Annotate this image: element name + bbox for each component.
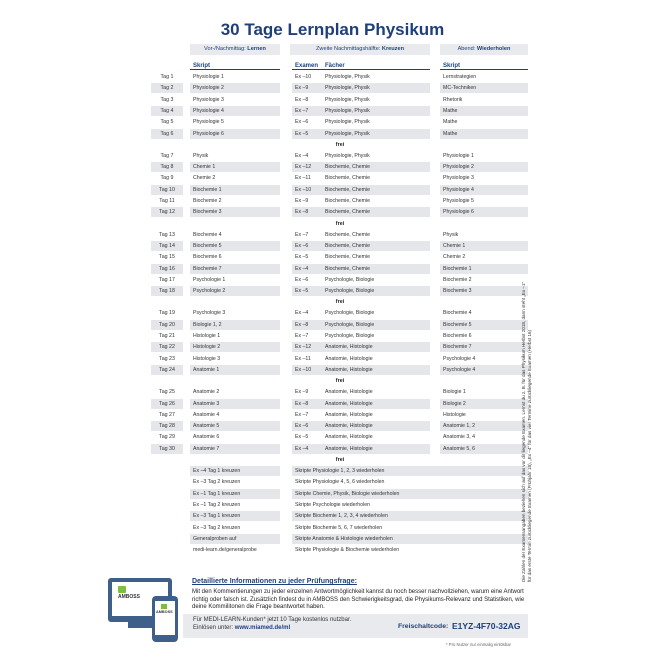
skript-cell: Physiologie 6 [190,129,280,139]
faecher-cell: Physiologie, Physik [325,96,370,103]
wiederholen-cell: Biochemie 3 [440,286,528,296]
examen-cell: Ex –6 [292,421,322,431]
examen-cell: Ex –4 [295,310,309,317]
skript-cell: Biochemie 2 [193,198,222,204]
day-label: Tag 13 [151,230,183,240]
faecher-cell: Physiologie, Physik [325,119,370,126]
wiederholen-cell: Physik [443,231,459,238]
day-label: Tag 26 [151,399,183,409]
skript-cell: Psychologie 2 [190,286,280,296]
wiederholen-cell: Lernstrategien [443,74,477,80]
wiederholen-cell: Biochemie 7 [440,342,528,352]
wiederholen-cell: Mathe [443,119,458,126]
final-left-cell: Ex –3 Tag 2 kreuzen [193,479,241,486]
faecher-cell: Psychologie, Biologie [325,310,375,317]
examen-cell: Ex –5 [295,254,309,261]
skript-cell: Histologie 3 [193,355,221,362]
day-label: Tag 22 [151,342,183,352]
header-wiederholen-bold: Wiederholen [476,46,511,52]
faecher-cell: Biochemie, Chemie [322,207,430,217]
examen-cell: Ex –7 [295,411,309,418]
final-right-cell: Skripte Physiologie 1, 2, 3 wiederholen [292,466,528,476]
skript-cell: Physik [193,152,209,159]
day-label: Tag 6 [151,129,183,139]
side-note [521,102,535,582]
header-lernen-prefix: Vor-/Nachmittag: [204,46,246,52]
day-label: Tag 14 [151,241,183,251]
examen-cell: Ex –7 [295,231,309,238]
day-label: Tag 28 [151,421,183,431]
promo-text [193,617,403,632]
phone-icon [152,596,178,642]
skript-cell: Biologie 1, 2 [190,320,280,330]
skript-cell: Biochemie 1 [190,185,280,195]
examen-cell: Ex –5 [292,286,322,296]
wiederholen-cell: Biochemie 6 [443,333,472,339]
wiederholen-cell: Rhetorik [443,96,463,103]
skript-cell: Psychologie 1 [193,276,226,283]
skript-cell: Physiologie 3 [193,96,224,103]
wiederholen-cell: Chemie 2 [443,254,466,261]
device-logo: AMBOSS [118,594,140,600]
examen-cell: Ex –6 [292,241,322,251]
skript-cell: Chemie 2 [193,175,216,182]
footnote: * Pro Nutzer nur einmalig einlösbar [446,642,511,647]
final-left-cell: Ex –4 Tag 1 kreuzen [190,466,280,476]
skript-cell: Biochemie 7 [190,264,280,274]
phone-logo: AMBOSS [156,610,173,614]
wiederholen-cell: Chemie 1 [440,241,528,251]
wiederholen-cell: Biochemie 2 [443,276,472,283]
monitor-stand-icon [128,622,152,628]
faecher-cell: Physiologie, Physik [325,152,370,159]
faecher-cell: Anatomie, Histologie [325,411,373,418]
skript-cell: Physiologie 4 [190,106,280,116]
examen-cell: Ex –5 [292,129,322,139]
wiederholen-cell: Biologie 2 [440,399,528,409]
faecher-cell: Physiologie, Physik [322,83,430,93]
frei-label: frei [335,141,345,148]
day-label: Tag 16 [151,264,183,274]
day-label: Tag 24 [151,365,183,375]
examen-cell: Ex –5 [295,434,309,441]
examen-cell: Ex –9 [295,389,309,396]
wiederholen-cell: Physiologie 2 [440,162,528,172]
faecher-cell: Psychologie, Biologie [325,333,375,339]
final-right-cell: Skripte Physiologie & Biochemie wiederholen [295,547,400,554]
day-label: Tag 20 [151,320,183,330]
subheader-faecher: Fächer [322,62,430,70]
faecher-cell: Physiologie, Physik [322,129,430,139]
examen-cell: Ex –4 [292,444,322,454]
promo-url[interactable]: www.miamed.de/ml [234,624,291,631]
subheader-skript-abend: Skript [440,62,528,70]
faecher-cell: Biochemie, Chemie [325,231,370,238]
faecher-cell: Biochemie, Chemie [322,241,430,251]
final-right-cell: Skripte Chemie, Physik, Biologie wiederholen [292,489,528,499]
subheader-skript: Skript [190,62,280,70]
final-right-cell: Skripte Psychologie wiederholen [295,501,370,508]
frei-label: frei [335,378,345,385]
header-kreuzen-bold: Kreuzen [381,46,404,52]
day-label: Tag 27 [151,410,183,420]
wiederholen-cell: Psychologie 4 [440,365,528,375]
skript-cell: Biochemie 6 [193,254,222,261]
day-label: Tag 1 [151,72,183,82]
faecher-cell: Anatomie, Histologie [325,434,373,441]
faecher-cell: Biochemie, Chemie [322,185,430,195]
wiederholen-cell: Physiologie 3 [443,175,474,182]
examen-cell: Ex –7 [295,333,309,339]
side-note-line-1: Die Zahlen der Examensangaben beziehen sich auf das vor dir liegende Examen. Lernst du z. B. für das Physikum Herbst 2018, dann steht „Ex –1“ [521,281,526,582]
wiederholen-cell: Physiologie 5 [443,198,474,204]
skript-cell: Biochemie 5 [190,241,280,251]
frei-label: frei [335,457,345,463]
skript-cell: Anatomie 4 [193,411,220,418]
faecher-cell: Psychologie, Biologie [325,276,375,283]
day-label: Tag 9 [151,173,183,183]
wiederholen-cell: Physiologie 4 [440,185,528,195]
final-left-cell: Generalproben auf [190,534,280,544]
examen-cell: Ex –7 [292,106,322,116]
faecher-cell: Physiologie, Physik [322,106,430,116]
final-left-cell: medi-learn.de/generalprobe [193,547,257,554]
faecher-cell: Anatomie, Histologie [322,421,430,431]
header-lernen-bold: Lernen [247,46,266,52]
wiederholen-cell: Anatomie 5, 6 [440,444,528,454]
skript-cell: Anatomie 6 [193,434,220,441]
final-right-cell: Skripte Physiologie 4, 5, 6 wiederholen [295,479,385,486]
day-label: Tag 18 [151,286,183,296]
wiederholen-cell: Biochemie 4 [443,310,472,317]
faecher-cell: Biochemie, Chemie [325,175,370,182]
wiederholen-cell: Anatomie 1, 2 [440,421,528,431]
detail-text: Mit den Kommentierungen zu jeder einzelnen Antwortmöglichkeit kannst du noch besser nachvollziehen, warum eine Antwort richtig oder falsch ist. Zusätzlich findest du in AMBOSS den Schwierigkeitsgrad, die Physikums-Relevanz und Statistiken, wie deine Kommilitonen die Frage beantwortet haben. [192,589,525,610]
examen-cell: Ex –12 [292,342,322,352]
header-wiederholen-prefix: Abend: [457,46,476,52]
wiederholen-cell: MC-Techniken [440,83,528,93]
wiederholen-cell: Biochemie 5 [440,320,528,330]
examen-cell: Ex –8 [292,399,322,409]
day-label: Tag 2 [151,83,183,93]
final-right-cell: Skripte Biochemie 1, 2, 3, 4 wiederholen [292,511,528,521]
skript-cell: Histologie 2 [190,342,280,352]
faecher-cell: Anatomie, Histologie [322,444,430,454]
day-label: Tag 8 [151,162,183,172]
skript-cell: Anatomie 5 [190,421,280,431]
faecher-cell: Biochemie, Chemie [322,162,430,172]
faecher-cell: Anatomie, Histologie [322,365,430,375]
final-right-cell: Skripte Anatomie & Histologie wiederholen [292,534,528,544]
faecher-cell: Biochemie, Chemie [325,198,370,204]
frei-label: frei [335,299,345,306]
examen-cell: Ex –10 [295,74,312,80]
wiederholen-cell: Mathe [440,106,528,116]
header-lernen [190,44,280,55]
skript-cell: Physiologie 2 [190,83,280,93]
faecher-cell: Anatomie, Histologie [325,389,373,396]
day-label: Tag 10 [151,185,183,195]
skript-cell: Psychologie 3 [193,310,226,317]
examen-cell: Ex –10 [292,365,322,375]
day-label: Tag 25 [151,387,183,397]
day-label: Tag 3 [151,95,183,105]
skript-cell: Physiologie 1 [193,74,224,80]
day-label: Tag 5 [151,117,183,127]
day-label: Tag 29 [151,432,183,442]
final-left-cell: Ex –1 Tag 1 kreuzen [190,489,280,499]
examen-cell: Ex –11 [295,175,311,182]
wiederholen-cell: Psychologie 4 [443,355,476,362]
skript-cell: Anatomie 2 [193,389,220,396]
skript-cell: Histologie 1 [193,333,221,339]
skript-cell: Biochemie 3 [190,207,280,217]
examen-cell: Ex –6 [295,119,309,126]
examen-cell: Ex –4 [292,264,322,274]
promo-line-1: Für MEDI-LEARN-Kunden* jetzt 10 Tage kostenlos nutzbar. [193,617,352,623]
examen-cell: Ex –6 [295,276,309,283]
code-value: E1YZ-4F70-32AG [452,621,521,631]
final-right-cell: Skripte Biochemie 5, 6, 7 wiederholen [295,524,383,531]
day-label: Tag 17 [151,275,183,285]
day-label: Tag 15 [151,252,183,262]
examen-cell: Ex –9 [292,83,322,93]
skript-cell: Physiologie 5 [193,119,224,126]
day-label: Tag 7 [151,151,183,161]
promo-line-2-prefix: Einlösen unter: [193,624,235,631]
code-label: Freischaltcode: [398,623,449,630]
wiederholen-cell: Histologie [443,411,466,418]
skript-cell: Chemie 1 [190,162,280,172]
wiederholen-cell: Mathe [440,129,528,139]
header-kreuzen-prefix: Zweite Nachmittagshälfte: [316,46,381,52]
faecher-cell: Anatomie, Histologie [325,355,373,362]
examen-cell: Ex –8 [292,207,322,217]
page-title: 30 Tage Lernplan Physikum [220,20,445,39]
faecher-cell: Physiologie, Physik [325,74,370,80]
skript-cell: Anatomie 7 [190,444,280,454]
examen-cell: Ex –11 [295,355,311,362]
subheader-examen: Examen [292,62,322,70]
examen-cell: Ex –12 [292,162,322,172]
skript-cell: Biochemie 4 [193,231,222,238]
examen-cell: Ex –10 [292,185,322,195]
wiederholen-cell: Biochemie 1 [440,264,528,274]
examen-cell: Ex –4 [295,152,309,159]
faecher-cell: Psychologie, Biologie [322,320,430,330]
faecher-cell: Psychologie, Biologie [322,286,430,296]
wiederholen-cell: Physiologie 6 [440,207,528,217]
day-label: Tag 12 [151,207,183,217]
detail-heading: Detaillierte Informationen zu jeder Prüfungsfrage: [192,578,357,585]
day-label: Tag 30 [151,444,183,454]
skript-cell: Anatomie 3 [190,399,280,409]
faecher-cell: Biochemie, Chemie [322,264,430,274]
day-label: Tag 4 [151,106,183,116]
day-label: Tag 19 [151,308,183,318]
promo-line-2 [193,625,403,633]
faecher-cell: Biochemie, Chemie [325,254,370,261]
day-label: Tag 21 [151,331,183,341]
day-label: Tag 11 [151,196,183,206]
skript-cell: Anatomie 1 [190,365,280,375]
examen-cell: Ex –8 [295,96,309,103]
side-note-line-2: für das erste Termin zurückliegende Examen (Frühjahr 18), „Ex –4“ für das vier Termine zurückliegende Examen (Herbst 16) [527,329,532,582]
examen-cell: Ex –8 [292,320,322,330]
day-label: Tag 23 [151,354,183,364]
wiederholen-cell: Anatomie 3, 4 [443,434,476,441]
examen-cell: Ex –9 [295,198,309,204]
wiederholen-cell: Biologie 1 [443,389,466,396]
faecher-cell: Anatomie, Histologie [322,399,430,409]
header-kreuzen [290,44,430,55]
final-left-cell: Ex –1 Tag 2 kreuzen [193,501,241,508]
frei-label: frei [335,220,345,227]
final-left-cell: Ex –3 Tag 2 kreuzen [193,524,241,531]
header-wiederholen [440,44,528,55]
faecher-cell: Anatomie, Histologie [322,342,430,352]
wiederholen-cell: Physiologie 1 [443,152,474,159]
final-left-cell: Ex –3 Tag 1 kreuzen [190,511,280,521]
